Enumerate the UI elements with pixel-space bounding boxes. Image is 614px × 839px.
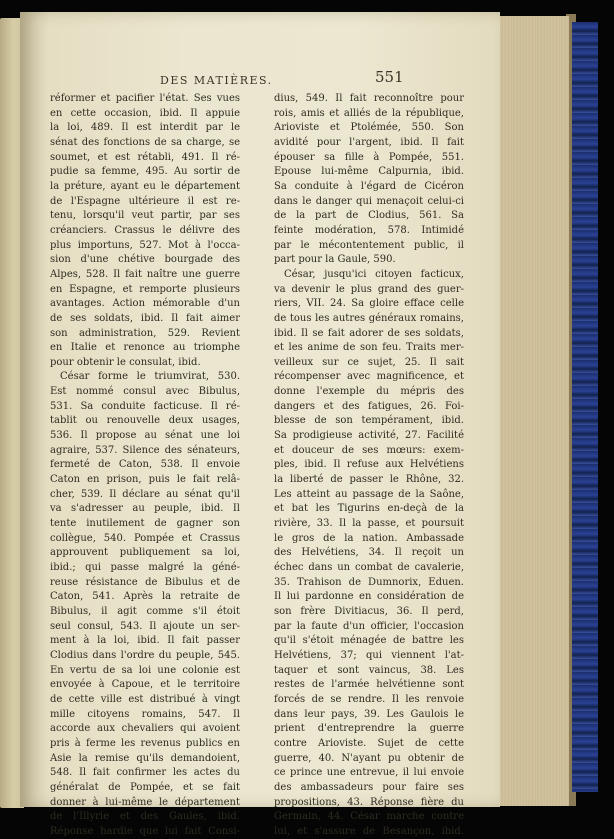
text-line: En vertu de sa loi une colonie est bbox=[50, 664, 240, 676]
text-line: restes de l'armée helvétienne sont bbox=[274, 679, 464, 691]
running-head: DES MATIÈRES. bbox=[160, 74, 273, 87]
text-line: Arioviste et Ptolémée, 550. Son bbox=[274, 122, 464, 134]
text-line: reuse résistance de Bibulus et de bbox=[50, 576, 240, 588]
text-line: César forme le triumvirat, 530. bbox=[60, 371, 240, 383]
text-line: prient d'entreprendre la guerre bbox=[274, 723, 464, 735]
text-line: dius, 549. Il fait reconnoître pour bbox=[274, 93, 464, 104]
text-line: part pour la Gaule, 590. bbox=[274, 254, 396, 266]
text-line: de l'Illyrie et des Gaules, ibid. bbox=[50, 811, 240, 823]
book-page bbox=[20, 12, 500, 837]
right-text-column bbox=[274, 92, 464, 839]
text-line: blesse de son tempérament, ibid. bbox=[274, 415, 464, 427]
left-text-column bbox=[50, 92, 240, 839]
text-line: guerre, 40. N'ayant pu obtenir de bbox=[274, 752, 464, 764]
page-fore-edge bbox=[497, 16, 569, 806]
text-line: et bat les Tigurins en-deçà de la bbox=[274, 503, 464, 515]
text-line: Réponse hardie que lui fait Consi- bbox=[50, 825, 240, 837]
text-line: mille citoyens romains, 547. Il bbox=[50, 708, 240, 720]
text-line: Il lui pardonne en considération de bbox=[274, 591, 464, 603]
text-line: rois, amis et alliés de la république, bbox=[274, 107, 464, 119]
text-line: Alpes, 528. Il fait naître une guerre bbox=[50, 268, 240, 280]
text-line: cher, 539. Il déclare au sénat qu'il bbox=[50, 488, 240, 500]
text-line: créanciers. Crassus le délivre des bbox=[50, 224, 240, 236]
text-line: pudie sa femme, 495. Au sortir de bbox=[50, 166, 240, 178]
text-line: Les atteint au passage de la Saône, bbox=[274, 488, 464, 500]
text-line: pris à ferme les revenus publics en bbox=[50, 737, 240, 749]
text-line: et douceur de ses mœurs: exem- bbox=[274, 444, 464, 456]
text-line: son frère Divitiacus, 36. Il perd, bbox=[274, 605, 464, 617]
text-line: ples, ibid. Il refuse aux Helvétiens bbox=[274, 459, 464, 471]
text-line: riers, VII. 24. Sa gloire efface celle bbox=[274, 298, 464, 310]
text-line: épouser sa fille à Pompée, 551. bbox=[274, 151, 464, 163]
text-line: taquer et sont vaincus, 38. Les bbox=[274, 664, 464, 676]
text-line: soumet, et est rétabli, 491. Il ré- bbox=[50, 151, 240, 163]
text-line: Germain, 44. César marche contre bbox=[274, 811, 464, 823]
page-number: 551 bbox=[375, 68, 404, 86]
text-line: en Italie et renonce au triomphe bbox=[50, 342, 240, 354]
text-line: donne l'exemple du mépris des bbox=[274, 386, 464, 398]
page-header bbox=[20, 68, 500, 88]
text-line: la loi, 489. Il est interdit par le bbox=[50, 122, 240, 134]
text-line: avantages. Action mémorable d'un bbox=[50, 298, 240, 310]
text-line: de l'Espagne ultérieure il est re- bbox=[50, 195, 240, 207]
text-line: donner à lui-même le département bbox=[50, 796, 240, 808]
text-line: réformer et pacifier l'état. Ses vues bbox=[50, 93, 240, 104]
text-line: propositions, 43. Réponse fière du bbox=[274, 796, 464, 808]
text-line: contre Arioviste. Sujet de cette bbox=[274, 737, 464, 749]
text-line: ibid.; qui passe malgré la géné- bbox=[50, 562, 240, 573]
text-line: le gros de la nation. Ambassade bbox=[274, 532, 464, 544]
text-line: 536. Il propose au sénat une loi bbox=[50, 430, 240, 442]
text-line: Caton en prison, puis le fait relâ- bbox=[50, 474, 240, 486]
text-line: envoyée à Capoue, et le territoire bbox=[50, 679, 240, 691]
text-line: 35. Trahison de Dumnorix, Eduen. bbox=[274, 576, 464, 588]
text-line: la préture, ayant eu le département bbox=[50, 180, 240, 192]
text-line: ment à la loi, ibid. Il fait passer bbox=[50, 635, 240, 647]
text-line: ibid. Il se fait adorer de ses soldats, bbox=[274, 327, 464, 339]
text-line: par la faute d'un officier, l'occasion bbox=[274, 620, 464, 632]
text-line: ce prince une entrevue, il lui envoie bbox=[274, 767, 464, 779]
text-line: Est nommé consul avec Bibulus, bbox=[50, 386, 240, 398]
text-line: Caton, 541. Après la retraite de bbox=[50, 591, 240, 603]
text-line: généralat de Pompée, et se fait bbox=[50, 781, 240, 793]
text-line: dans leur pays, 39. Les Gaulois le bbox=[274, 708, 464, 720]
text-line: des ambassadeurs pour faire ses bbox=[274, 781, 464, 793]
text-line: en cette occasion, ibid. Il appuie bbox=[50, 107, 240, 119]
text-line: Sa prodigieuse activité, 27. Facilité bbox=[274, 430, 464, 442]
text-line: de la part de Clodius, 561. Sa bbox=[274, 210, 464, 222]
text-line: pour obtenir le consulat, ibid. bbox=[50, 356, 201, 368]
text-line: en Espagne, et remporte plusieurs bbox=[50, 283, 240, 295]
text-line: feinte modération, 578. Intimidé bbox=[274, 224, 464, 236]
text-line: et les anime de son feu. Traits mer- bbox=[274, 342, 464, 354]
text-line: Sa conduite à l'égard de Cicéron bbox=[274, 180, 464, 192]
text-line: échec dans un combat de cavalerie, bbox=[274, 562, 464, 573]
text-line: tablit ou renouvelle deux usages, bbox=[50, 415, 240, 427]
text-line: 531. Sa conduite facticuse. Il ré- bbox=[50, 400, 240, 412]
text-line: de cette ville est distribué à vingt bbox=[50, 693, 240, 705]
text-line: va devenir le plus grand des guer- bbox=[274, 283, 464, 295]
text-line: de tous les autres généraux romains, bbox=[274, 312, 464, 324]
text-line: son administration, 529. Revient bbox=[50, 327, 240, 339]
text-line: lui, et s'assure de Besançon, ibid. bbox=[274, 825, 464, 837]
text-line: par le mécontentement public, il bbox=[274, 239, 464, 251]
text-line: de ses soldats, ibid. Il fait aimer bbox=[50, 312, 240, 324]
text-line: avidité pour l'argent, ibid. Il fait bbox=[274, 136, 464, 148]
text-line: agraire, 537. Silence des sénateurs, bbox=[50, 444, 240, 456]
text-line: collègue, 540. Pompée et Crassus bbox=[50, 532, 240, 544]
text-line: Asie la remise qu'ils demandoient, bbox=[50, 752, 240, 764]
text-line: Bibulus, il agit comme s'il étoit bbox=[50, 605, 240, 617]
text-line: Clodius dans l'ordre du peuple, 545. bbox=[50, 649, 240, 661]
text-line: plus importuns, 527. Mot à l'occa- bbox=[50, 239, 240, 251]
text-line: dans le danger qui menaçoit celui-ci bbox=[274, 195, 464, 207]
text-line: tenu, lorsqu'il veut partir, par ses bbox=[50, 210, 240, 222]
text-line: la liberté de passer le Rhône, 32. bbox=[274, 474, 464, 486]
text-line: seul consul, 543. Il ajoute un ser- bbox=[50, 620, 240, 632]
text-line: Helvétiens, 37; qui viennent l'at- bbox=[274, 649, 464, 661]
text-line: des Helvétiens, 34. Il reçoit un bbox=[274, 547, 464, 559]
text-line: César, jusqu'ici citoyen facticux, bbox=[284, 268, 464, 280]
text-line: sion d'une chétive bourgade des bbox=[50, 254, 240, 266]
text-line: récompenser avec magnificence, et bbox=[274, 371, 464, 383]
text-line: dangers et des fatigues, 26. Foi- bbox=[274, 400, 464, 412]
text-line: qu'il s'étoit ménagée de battre les bbox=[274, 635, 464, 647]
text-line: approuvent publiquement sa loi, bbox=[50, 547, 240, 559]
text-line: va s'adresser au peuple, ibid. Il bbox=[50, 503, 240, 515]
marbled-cover-edge bbox=[572, 22, 598, 792]
text-line: forcés de se rendre. Il les renvoie bbox=[274, 693, 464, 705]
text-line: veilleux sur ce sujet, 25. Il sait bbox=[274, 356, 464, 368]
text-line: tente inutilement de gagner son bbox=[50, 518, 240, 530]
text-line: Epouse lui-même Calpurnia, ibid. bbox=[274, 166, 464, 178]
text-line: accorde aux chevaliers qui avoient bbox=[50, 723, 240, 735]
text-line: fermeté de Caton, 538. Il envoie bbox=[50, 459, 240, 471]
text-line: rivière, 33. Il la passe, et poursuit bbox=[274, 518, 464, 530]
text-line: sénat des fonctions de sa charge, se bbox=[50, 136, 240, 148]
text-line: 548. Il fait confirmer les actes du bbox=[50, 767, 240, 779]
